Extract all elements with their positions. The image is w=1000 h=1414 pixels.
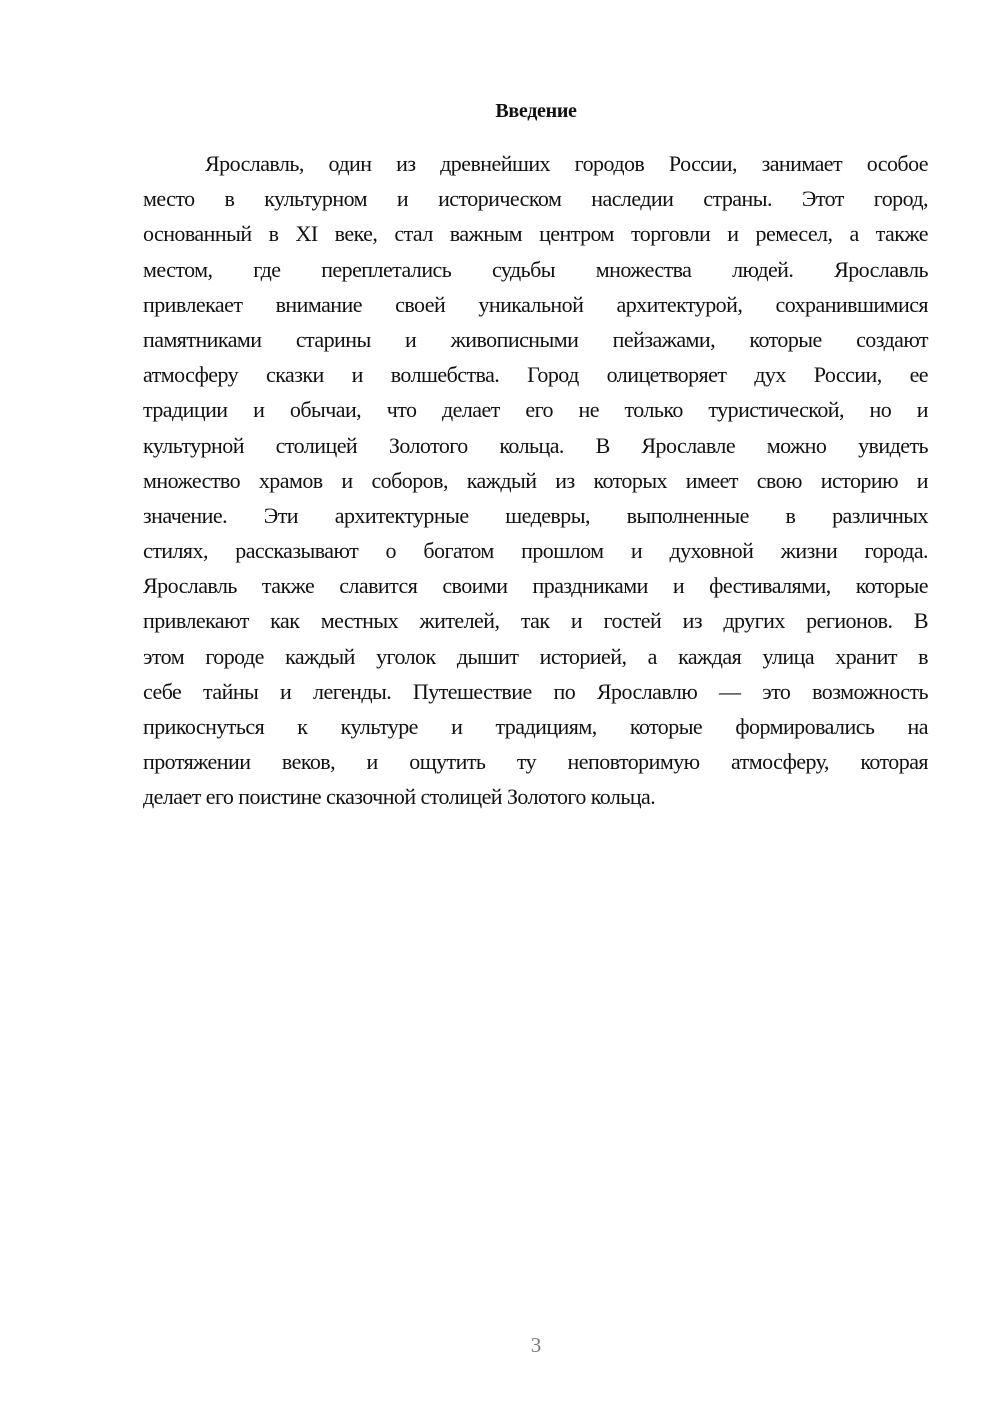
paragraph-line: Ярославль также славится своими праздниками и фестивалями, которые bbox=[143, 573, 928, 599]
paragraph-line: стилях, рассказывают о богатом прошлом и духовной жизни города. bbox=[143, 538, 928, 564]
section-heading: Введение bbox=[495, 100, 577, 122]
paragraph-line: Ярославль, один из древнейших городов России, занимает особое bbox=[205, 151, 928, 176]
paragraph-line: значение. Эти архитектурные шедевры, выполненные в различных bbox=[143, 502, 928, 528]
paragraph-line: атмосферу сказки и волшебства. Город олицетворяет дух России, ее bbox=[143, 362, 928, 388]
body-paragraph bbox=[143, 146, 928, 815]
paragraph-line: делает его поистине сказочной столицей Золотого кольца. bbox=[143, 784, 656, 810]
paragraph-line: множество храмов и соборов, каждый из которых имеет свою историю и bbox=[143, 467, 928, 493]
paragraph-line: этом городе каждый уголок дышит историей, а каждая улица хранит в bbox=[143, 643, 928, 669]
paragraph-line: привлекает внимание своей уникальной архитектурой, сохранившимися bbox=[143, 291, 928, 317]
paragraph-line: основанный в XI веке, стал важным центром торговли и ремесел, а также bbox=[143, 221, 928, 247]
paragraph-line: местом, где переплетались судьбы множества людей. Ярославль bbox=[143, 256, 928, 282]
paragraph-line: протяжении веков, и ощутить ту неповторимую атмосферу, которая bbox=[143, 749, 928, 775]
paragraph-line: прикоснуться к культуре и традициям, которые формировались на bbox=[143, 714, 928, 739]
paragraph-line: памятниками старины и живописными пейзажами, которые создают bbox=[143, 326, 928, 352]
page-number: 3 bbox=[530, 1333, 542, 1357]
paragraph-line: место в культурном и историческом наследии страны. Этот город, bbox=[143, 186, 928, 212]
paragraph-line: традиции и обычаи, что делает его не только туристической, но и bbox=[143, 397, 928, 423]
paragraph-line: привлекают как местных жителей, так и гостей из других регионов. В bbox=[143, 608, 928, 634]
paragraph-line: себе тайны и легенды. Путешествие по Ярославлю — это возможность bbox=[143, 678, 928, 704]
paragraph-line: культурной столицей Золотого кольца. В Ярославле можно увидеть bbox=[143, 432, 928, 458]
